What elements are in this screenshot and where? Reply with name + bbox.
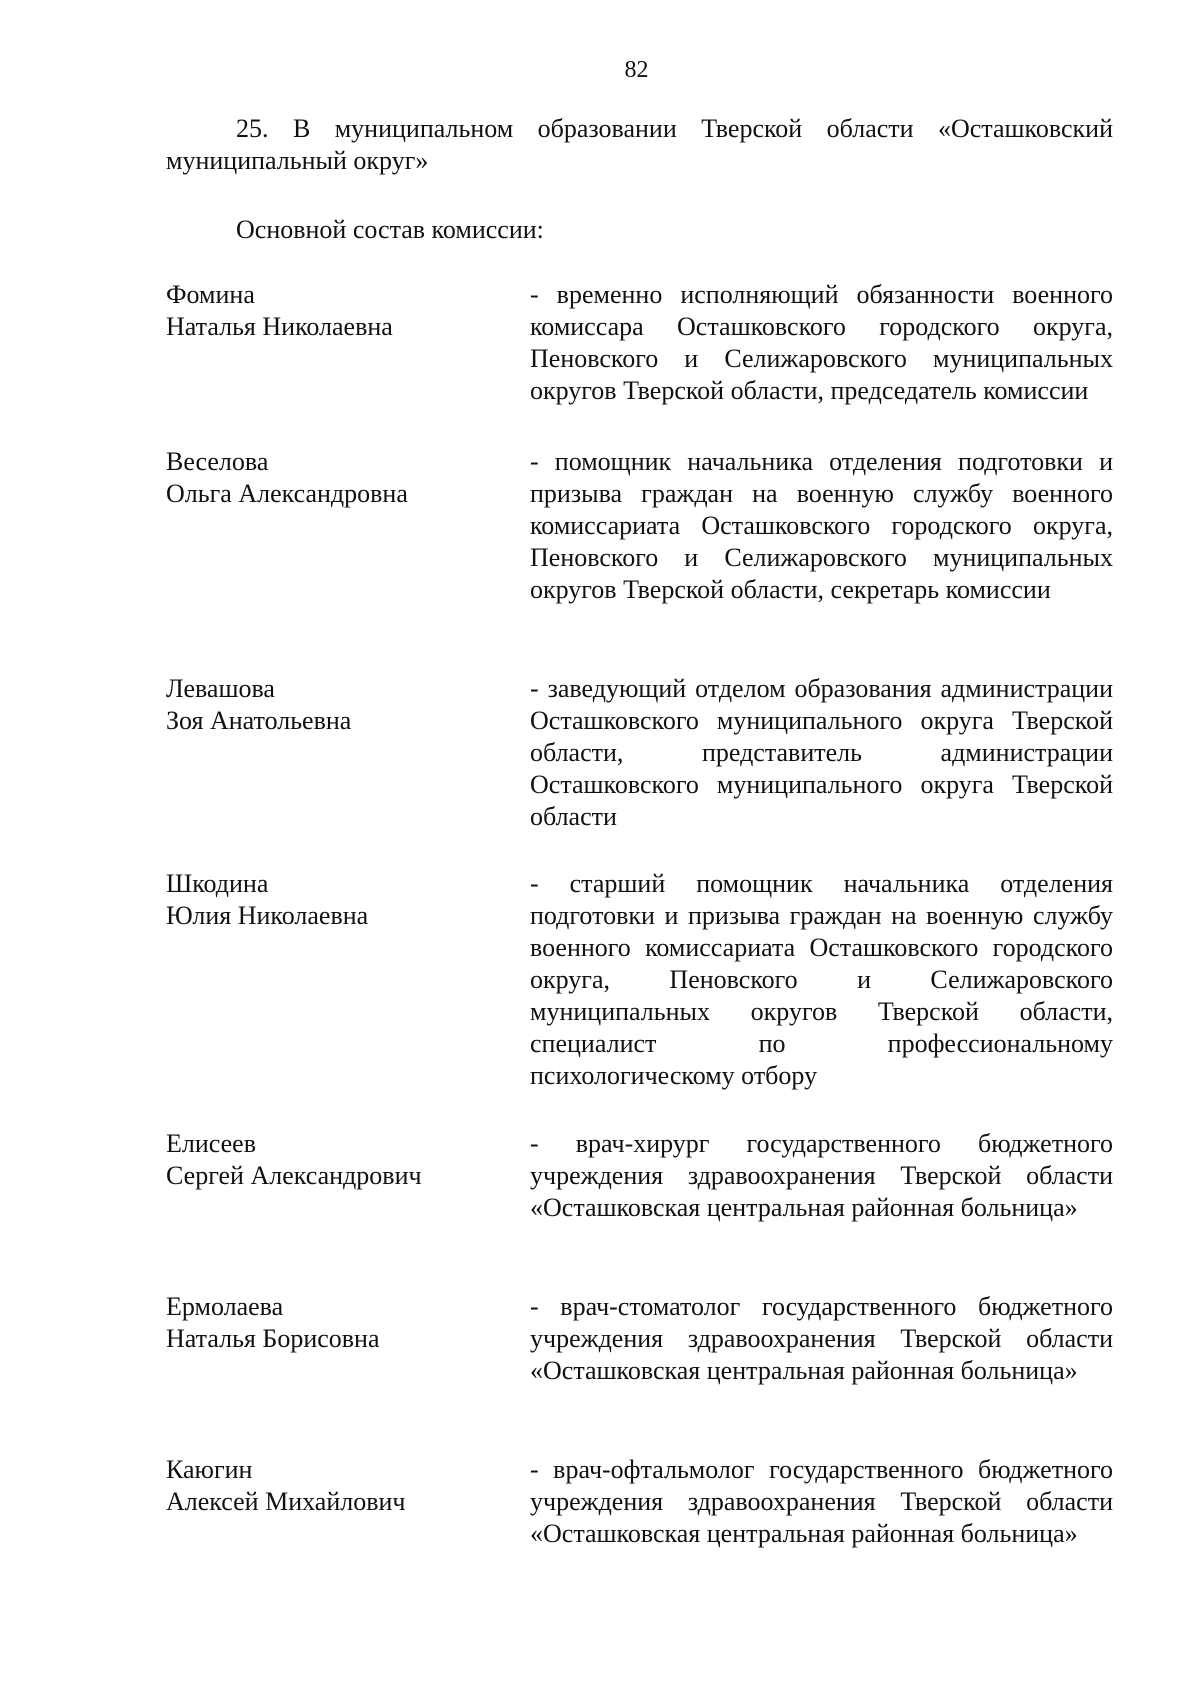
member-role: - врач-стоматолог государственного бюджетного учреждения здравоохранения Тверской области «Осташковская центральная районная больница»	[530, 1292, 1113, 1385]
member-given-names: Ольга Александровна	[166, 479, 408, 508]
member-given-names: Сергей Александрович	[166, 1161, 422, 1190]
member-given-names: Зоя Анатольевна	[166, 706, 352, 735]
member-role: - старший помощник начальника отделения подготовки и призыва граждан на военную службу военного комиссариата Осташковского городского округа, Пеновского и Селижаровского муниципальных округов Тверской области, специалист по профессиональному психологическому отбору	[530, 869, 1113, 1090]
member-surname: Веселова	[166, 447, 269, 476]
commission-subheading: Основной состав комиссии:	[236, 215, 544, 244]
member-given-names: Алексей Михайлович	[166, 1487, 406, 1516]
section-heading: 25. В муниципальном образовании Тверской области «Осташковский муниципальный округ»	[166, 114, 1113, 175]
member-role: - врач-хирург государственного бюджетного учреждения здравоохранения Тверской области «Осташковская центральная районная больница»	[530, 1129, 1113, 1222]
member-name	[166, 446, 506, 510]
member-given-names: Наталья Николаевна	[166, 312, 393, 341]
member-given-names: Наталья Борисовна	[166, 1324, 380, 1353]
member-surname: Ермолаева	[166, 1292, 284, 1321]
member-surname: Левашова	[166, 674, 275, 703]
member-name	[166, 279, 506, 343]
member-role: - помощник начальника отделения подготовки и призыва граждан на военную службу военного комиссариата Осташковского городского округа, Пеновского и Селижаровского муниципальных округов Тверской области, секретарь комиссии	[530, 447, 1113, 604]
member-surname: Шкодина	[166, 869, 269, 898]
member-name	[166, 1291, 506, 1355]
member-name	[166, 1454, 506, 1518]
member-name	[166, 1128, 506, 1192]
member-surname: Каюгин	[166, 1455, 253, 1484]
member-name	[166, 673, 506, 737]
member-given-names: Юлия Николаевна	[166, 901, 369, 930]
member-surname: Фомина	[166, 280, 255, 309]
member-role: - врач-офтальмолог государственного бюджетного учреждения здравоохранения Тверской области «Осташковская центральная районная больница»	[530, 1455, 1113, 1548]
member-role: - временно исполняющий обязанности военного комиссара Осташковского городского округа, Пеновского и Селижаровского муниципальных округов Тверской области, председатель комиссии	[530, 280, 1113, 405]
page-number: 82	[624, 57, 649, 83]
member-name	[166, 868, 506, 932]
member-role: - заведующий отделом образования администрации Осташковского муниципального округа Тверской области, представитель администрации Осташковского муниципального округа Тверской области	[530, 674, 1113, 831]
member-surname: Елисеев	[166, 1129, 256, 1158]
